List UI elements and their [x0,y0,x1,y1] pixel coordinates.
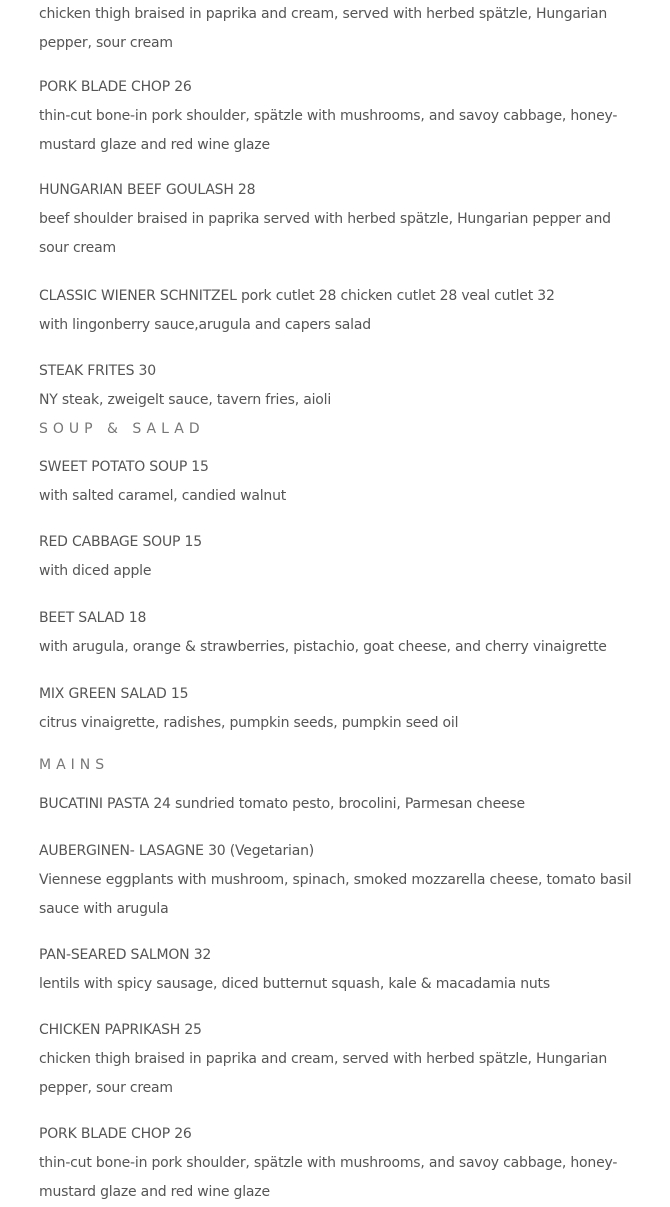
menu-item-title: BEET SALAD 18 [39,610,147,626]
menu-item-hungarian-beef-goulash [39,176,639,263]
menu-item-description: thin-cut bone-in pork shoulder, spätzle with mushrooms, and savoy cabbage, honey-mustard glaze and red wine glaze [39,108,618,153]
menu-item-auberginen-lasagne [39,837,639,924]
menu-item-description: chicken thigh braised in paprika and cream, served with herbed spätzle, Hungarian pepper, sour cream [39,1051,608,1096]
menu-item-title: MIX GREEN SALAD 15 [39,686,189,702]
menu-item-red-cabbage-soup [39,528,654,586]
menu-item-description: NY steak, zweigelt sauce, tavern fries, aioli [39,392,332,408]
menu-item-title: RED CABBAGE SOUP 15 [39,534,202,550]
menu-item-title: PORK BLADE CHOP 26 [39,79,192,95]
section-heading-soup-salad: SOUP & SALAD [39,421,205,437]
section-heading-mains: MAINS [39,757,110,773]
menu-item-description: with diced apple [39,563,152,579]
menu-item-title: AUBERGINEN- LASAGNE 30 (Vegetarian) [39,843,315,859]
menu-item-title: CLASSIC WIENER SCHNITZEL pork cutlet 28 chicken cutlet 28 veal cutlet 32 [39,288,555,304]
menu-item-title: PORK BLADE CHOP 26 [39,1126,192,1142]
menu-item-bucatini-pasta [39,790,654,819]
menu-item-description: chicken thigh braised in paprika and cream, served with herbed spätzle, Hungarian pepper, sour cream [39,6,608,51]
menu-item-wiener-schnitzel [39,282,654,340]
menu-item-description: with lingonberry sauce,arugula and capers salad [39,317,371,333]
menu-item-title: CHICKEN PAPRIKASH 25 [39,1022,202,1038]
menu-item-pan-seared-salmon [39,941,654,999]
menu-item-title: HUNGARIAN BEEF GOULASH 28 [39,182,256,198]
menu-item-description: with salted caramel, candied walnut [39,488,287,504]
menu-item-mix-green-salad [39,680,654,738]
menu-item-pork-blade-chop [39,73,629,160]
menu-item-description: lentils with spicy sausage, diced butternut squash, kale & macadamia nuts [39,976,550,992]
menu-item-pork-blade-chop-mains [39,1120,629,1207]
menu-item-chicken-paprikash [39,1016,654,1103]
menu-item-beet-salad [39,604,654,662]
menu-item-title: STEAK FRITES 30 [39,363,156,379]
menu-item-title: BUCATINI PASTA 24 sundried tomato pesto, brocolini, Parmesan cheese [39,796,525,812]
menu-item-description: Viennese eggplants with mushroom, spinach, smoked mozzarella cheese, tomato basil sauce with arugula [39,872,632,917]
menu-item-title: SWEET POTATO SOUP 15 [39,459,209,475]
menu-item-chicken-paprikash-partial [39,0,654,58]
menu-item-sweet-potato-soup [39,453,654,511]
menu-item-description: citrus vinaigrette, radishes, pumpkin seeds, pumpkin seed oil [39,715,459,731]
menu-item-description: with arugula, orange & strawberries, pistachio, goat cheese, and cherry vinaigrette [39,639,607,655]
menu-item-title: PAN-SEARED SALMON 32 [39,947,212,963]
menu-item-description: beef shoulder braised in paprika served with herbed spätzle, Hungarian pepper and sour cream [39,211,611,256]
menu-item-steak-frites [39,357,654,415]
menu-item-description: thin-cut bone-in pork shoulder, spätzle with mushrooms, and savoy cabbage, honey-mustard glaze and red wine glaze [39,1155,618,1200]
